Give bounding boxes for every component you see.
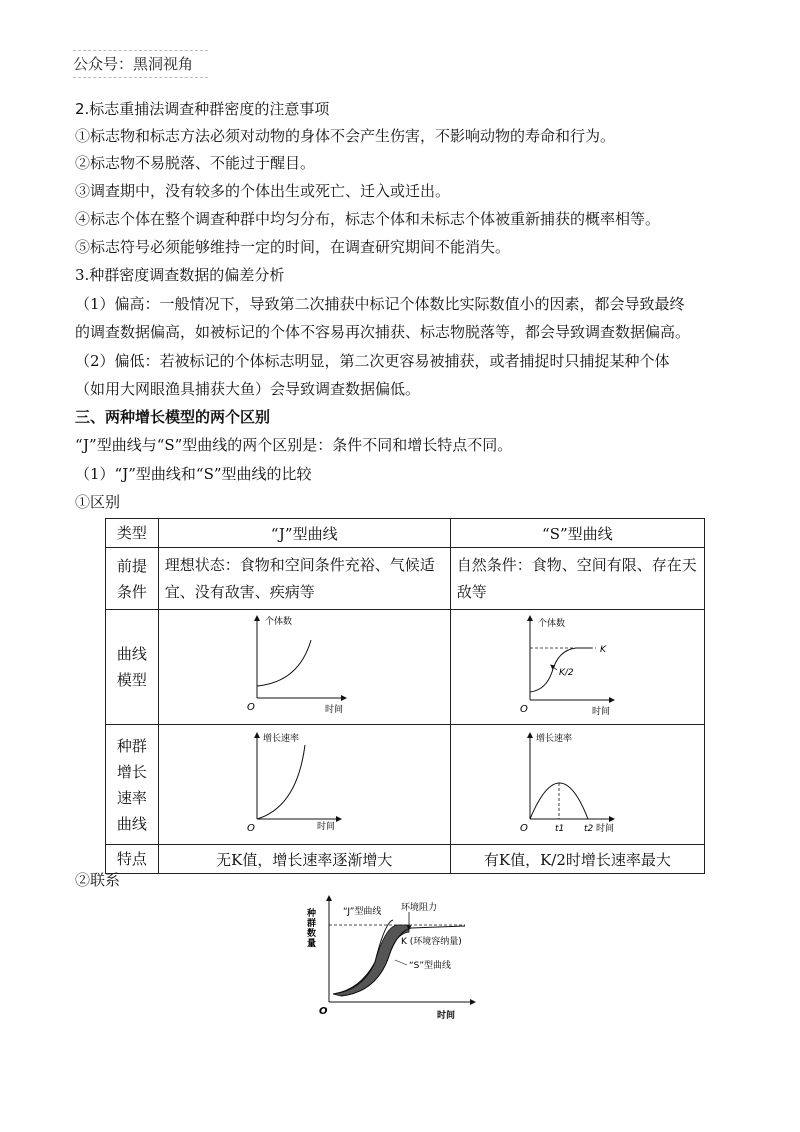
k-half-label: K/2 <box>559 668 575 678</box>
x-label: 时间 <box>596 823 615 834</box>
j-feature-cell: 无K值，增长速率逐渐增大 <box>158 845 450 874</box>
s-rate-graph-cell <box>450 725 704 845</box>
k-label: K (环境容纳量) <box>401 937 462 947</box>
paragraph: （如用大网眼渔具捕获大鱼）会导致调查数据偏低。 <box>75 380 421 398</box>
j-count-graph <box>239 610 369 720</box>
j-rate-graph-cell <box>158 725 450 845</box>
section-title: 三、两种增长模型的两个区别 <box>75 408 271 426</box>
paragraph: “J”型曲线与“S”型曲线的两个区别是：条件不同和增长特点不同。 <box>75 436 513 454</box>
s-count-graph-cell <box>450 610 704 725</box>
y-label: 群 <box>307 919 317 929</box>
heading-2: 2.标志重捕法调查种群密度的注意事项 <box>75 100 330 118</box>
paragraph: （2）偏低：若被标记的个体标志明显，第二次更容易被捕获，或者捕捉时只捕捉某种个体 <box>75 352 670 370</box>
row-label: 种群 增长 速率 曲线 <box>106 725 159 845</box>
s-feature-cell: 有K值，K/2时增长速率最大 <box>450 845 704 874</box>
row-label: 曲线 模型 <box>106 610 159 725</box>
paragraph: ②联系 <box>75 871 121 889</box>
origin-label: O <box>520 822 529 834</box>
table-head-j: “J”型曲线 <box>158 519 450 548</box>
table-head-type: 类型 <box>106 519 159 548</box>
link-graph <box>305 892 505 1020</box>
t1-label: t1 <box>555 823 565 834</box>
origin-label: O <box>319 1006 328 1017</box>
j-curve <box>257 640 311 686</box>
s-count-graph <box>512 610 642 720</box>
s-pointer <box>395 960 407 965</box>
table-row <box>106 610 705 725</box>
x-label: 时间 <box>437 1011 456 1020</box>
s-rate-graph <box>512 727 642 839</box>
origin-label: O <box>247 822 256 834</box>
t2-label: t2 <box>584 823 594 834</box>
k-label: K <box>600 645 607 655</box>
paragraph: ②标志物不易脱落、不能过于醒目。 <box>75 154 316 172</box>
j-condition-cell: 理想状态：食物和空间条件充裕、气候适宜、没有敌害、疾病等 <box>158 548 450 610</box>
heading-3: 3.种群密度调查数据的偏差分析 <box>75 266 285 284</box>
table-row <box>106 519 705 548</box>
paragraph: 的调查数据偏高，如被标记的个体不容易再次捕获、标志物脱落等，都会导致调查数据偏高。 <box>75 323 691 341</box>
paragraph: （1）偏高：一般情况下，导致第二次捕获中标记个体数比实际数值小的因素，都会导致最终 <box>75 295 685 313</box>
table-row <box>106 725 705 845</box>
y-label: 种 <box>307 909 317 919</box>
paragraph: ③调查期中，没有较多的个体出生或死亡、迁入或迁出。 <box>75 182 451 200</box>
origin-label: O <box>520 704 529 715</box>
y-label: 增长速率 <box>263 733 300 744</box>
x-label: 时间 <box>592 707 611 717</box>
j-count-graph-cell <box>158 610 450 725</box>
row-label: 特点 <box>106 845 159 874</box>
resistance-label: 环境阻力 <box>401 903 438 913</box>
comparison-table <box>105 518 705 874</box>
y-label: 量 <box>307 939 317 949</box>
y-label: 数 <box>307 929 317 939</box>
j-rate-graph <box>239 727 369 839</box>
paragraph: ①区别 <box>75 493 121 511</box>
paragraph: ⑤标志符号必须能够维持一定的时间，在调查研究期间不能消失。 <box>75 238 511 256</box>
s-curve-label: “S”型曲线 <box>409 961 452 971</box>
environment-resistance-area <box>333 925 409 996</box>
x-label: 时间 <box>317 821 336 832</box>
table-row <box>106 548 705 610</box>
table-head-s: “S”型曲线 <box>450 519 704 548</box>
paragraph: （1）“J”型曲线和“S”型曲线的比较 <box>75 465 312 483</box>
watermark: 公众号：黑洞视角 <box>73 50 208 78</box>
table-row <box>106 845 705 874</box>
paragraph: ④标志个体在整个调查种群中均匀分布，标志个体和未标志个体被重新捕获的概率相等。 <box>75 210 661 228</box>
j-rate-curve <box>257 745 305 819</box>
x-label: 时间 <box>325 705 344 715</box>
paragraph: ①标志物和标志方法必须对动物的身体不会产生伤害，不影响动物的寿命和行为。 <box>75 127 616 145</box>
y-label: 个体数 <box>538 619 566 629</box>
j-curve-label: “J”型曲线 <box>343 907 382 917</box>
row-label: 前提 条件 <box>106 548 159 610</box>
y-label: 增长速率 <box>536 733 573 744</box>
y-label: 个体数 <box>265 617 293 627</box>
origin-label: O <box>247 702 256 713</box>
s-condition-cell: 自然条件：食物、空间有限、存在天敌等 <box>450 548 704 610</box>
